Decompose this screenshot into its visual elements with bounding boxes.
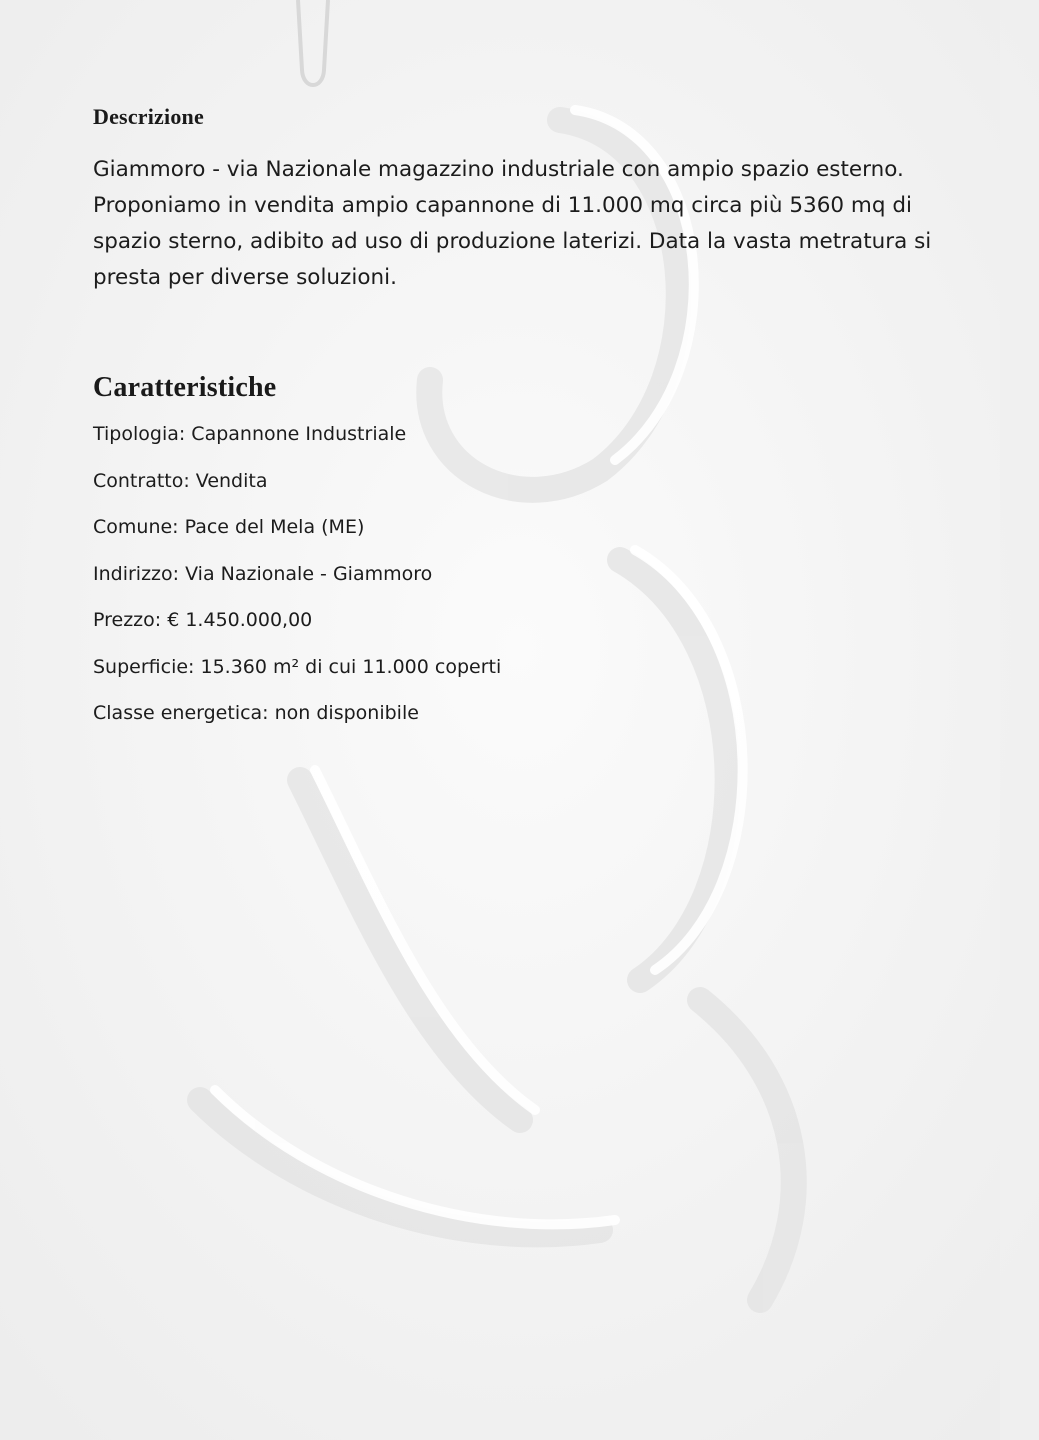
- description-paragraph: Giammoro - via Nazionale magazzino industriale con ampio spazio esterno. Proponiamo in vendita ampio capannone di 11.000 mq circa più 5360 mq di spazio sterno, adibito ad uso di produzione laterizi. Data la vasta metratura si presta per diverse soluzioni.: [93, 157, 932, 290]
- feature-superficie: Superficie: 15.360 m² di cui 11.000 coperti: [93, 655, 502, 678]
- feature-comune: Comune: Pace del Mela (ME): [93, 516, 365, 538]
- description-section: [93, 104, 973, 296]
- features-section: [93, 372, 973, 725]
- document-content: [93, 104, 973, 748]
- description-heading: Descrizione: [93, 104, 204, 129]
- feature-contratto: Contratto: Vendita: [93, 469, 268, 492]
- feature-indirizzo: Indirizzo: Via Nazionale - Giammoro: [93, 562, 433, 585]
- feature-list: [93, 422, 973, 725]
- feature-tipologia: Tipologia: Capannone Industriale: [93, 423, 407, 445]
- features-heading: Caratteristiche: [93, 372, 277, 403]
- staple-mark: [288, 0, 338, 110]
- feature-prezzo: Prezzo: € 1.450.000,00: [93, 609, 313, 631]
- feature-classe-energetica: Classe energetica: non disponibile: [93, 702, 419, 724]
